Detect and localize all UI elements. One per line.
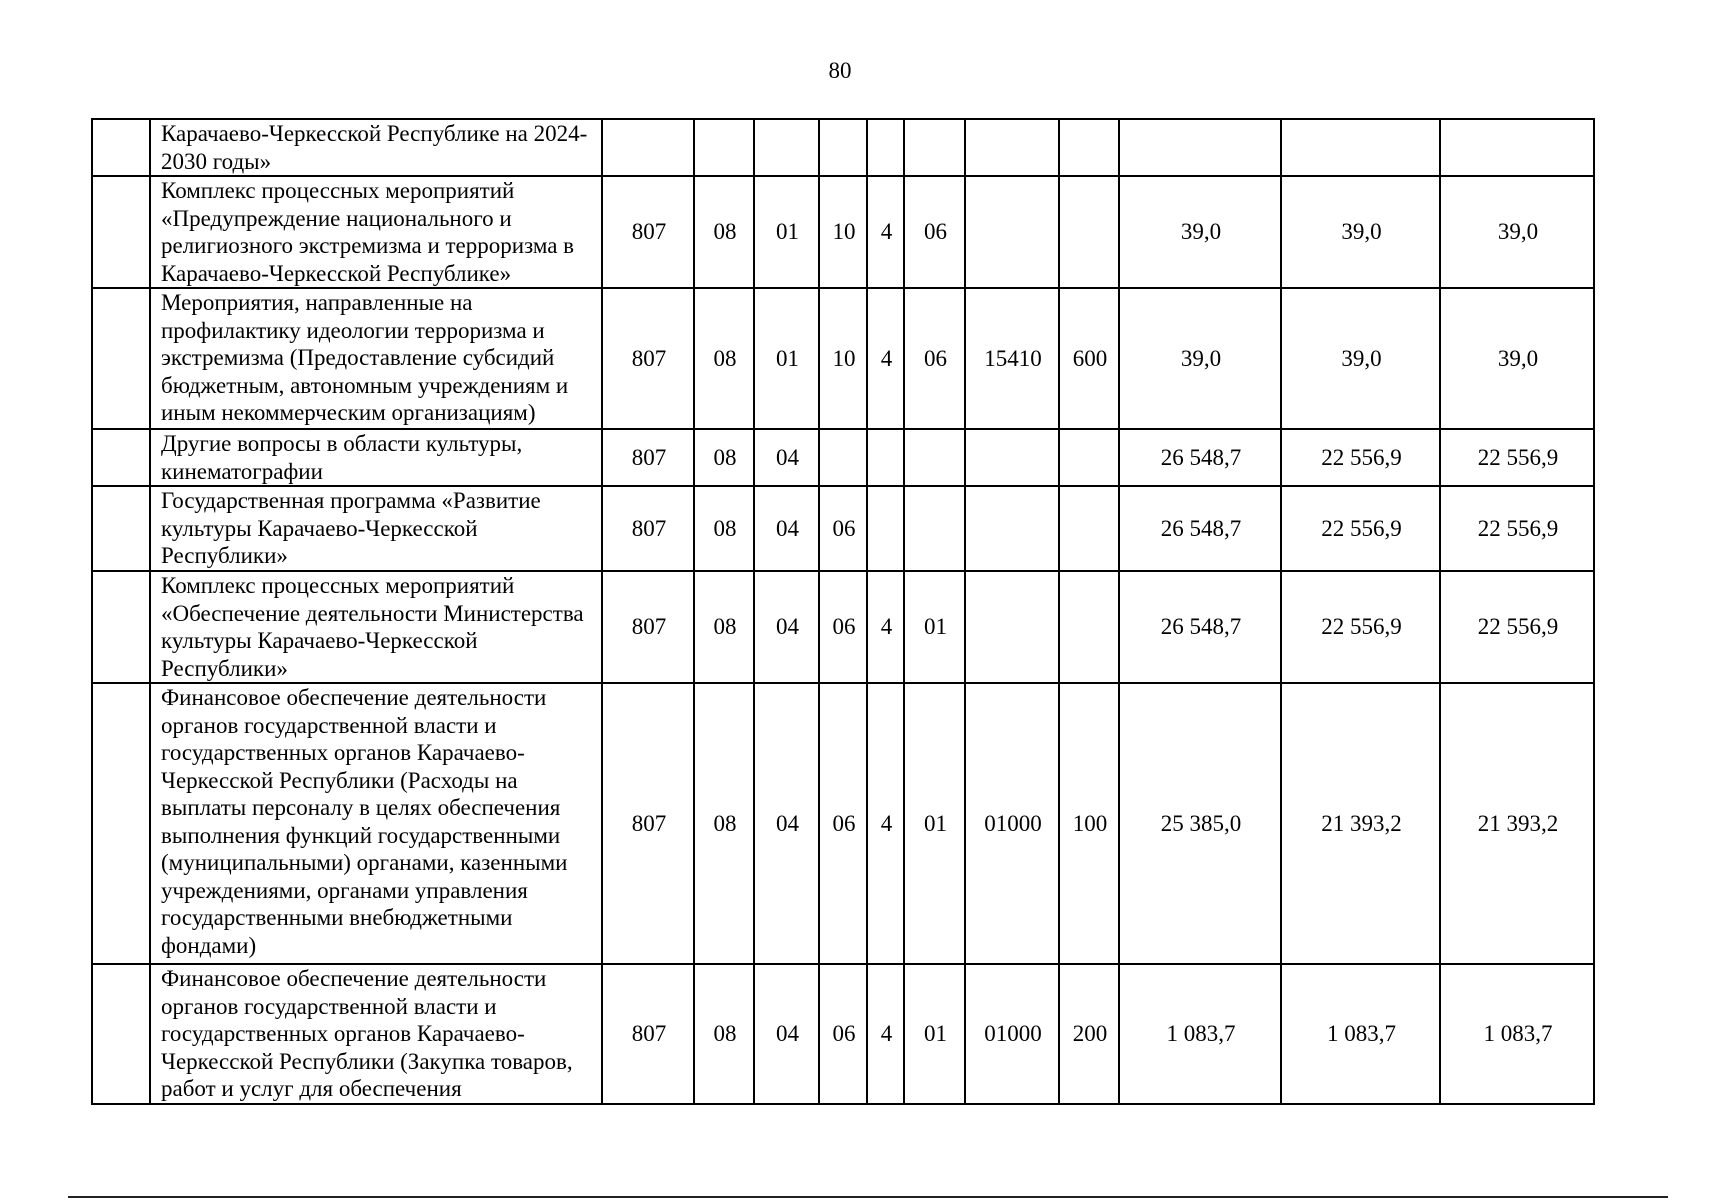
cell-c8: 100 [1059,683,1119,964]
cell-amount-2: 1 083,7 [1281,964,1440,1104]
cell-amount-1: 1 083,7 [1119,964,1281,1104]
cell-amount-1: 39,0 [1119,288,1281,429]
row-blank-cell [92,683,150,964]
cell-amount-3: 39,0 [1440,176,1594,288]
cell-amount-3: 22 556,9 [1440,429,1594,486]
cell-amount-2: 39,0 [1281,176,1440,288]
cell-c3: 04 [754,429,819,486]
cell-c3: 04 [754,486,819,571]
cell-c2: 08 [694,429,754,486]
cell-c1: 807 [602,486,694,571]
cell-c4: 06 [819,486,867,571]
cell-c6: 06 [904,176,965,288]
cell-c4: 10 [819,176,867,288]
cell-amount-3: 21 393,2 [1440,683,1594,964]
cell-c6 [904,429,965,486]
cell-c3: 04 [754,571,819,683]
row-blank-cell [92,964,150,1104]
cell-amount-3: 39,0 [1440,288,1594,429]
cell-c8 [1059,119,1119,176]
budget-table [91,118,1595,1105]
cell-amount-3: 22 556,9 [1440,571,1594,683]
cell-c3: 01 [754,176,819,288]
cell-c6: 06 [904,288,965,429]
table-row [92,176,1594,288]
table-row [92,571,1594,683]
cell-c2: 08 [694,486,754,571]
cell-c4 [819,119,867,176]
cell-amount-2: 39,0 [1281,288,1440,429]
cell-c5: 4 [867,176,904,288]
cell-amount-2: 22 556,9 [1281,571,1440,683]
cell-c7 [965,176,1059,288]
cell-c2: 08 [694,176,754,288]
cell-c1: 807 [602,288,694,429]
cell-amount-3 [1440,119,1594,176]
cell-c2: 08 [694,964,754,1104]
cell-c6: 01 [904,964,965,1104]
cell-c3: 04 [754,683,819,964]
cell-c8: 600 [1059,288,1119,429]
cell-c5: 4 [867,288,904,429]
cell-c2: 08 [694,571,754,683]
cell-c8 [1059,429,1119,486]
page-number: 80 [828,58,852,83]
cell-amount-1: 39,0 [1119,176,1281,288]
cell-c1: 807 [602,964,694,1104]
cell-c5: 4 [867,964,904,1104]
cell-c4: 06 [819,683,867,964]
cell-amount-1: 26 548,7 [1119,429,1281,486]
cell-amount-3: 22 556,9 [1440,486,1594,571]
cell-c2: 08 [694,683,754,964]
cell-c6: 01 [904,683,965,964]
cell-c1: 807 [602,571,694,683]
row-blank-cell [92,119,150,176]
row-name: Государственная программа «Развитие культуры Карачаево-Черкесской Республики» [150,486,602,571]
cell-c1 [602,119,694,176]
row-name: Комплекс процессных мероприятий «Обеспечение деятельности Министерства культуры Карачаево-Черкесской Республики» [150,571,602,683]
table-row [92,964,1594,1104]
cell-c6: 01 [904,571,965,683]
cell-c7 [965,119,1059,176]
cell-amount-1 [1119,119,1281,176]
row-name: Другие вопросы в области культуры, кинематографии [150,429,602,486]
cell-amount-3: 1 083,7 [1440,964,1594,1104]
cell-c1: 807 [602,176,694,288]
cell-c8 [1059,486,1119,571]
cell-c7: 01000 [965,683,1059,964]
row-blank-cell [92,176,150,288]
row-blank-cell [92,429,150,486]
cell-c5 [867,486,904,571]
row-name: Комплекс процессных мероприятий «Предупреждение национального и религиозного экстремизма и терроризма в Карачаево-Черкесской Республике» [150,176,602,288]
cell-c3: 01 [754,288,819,429]
cell-amount-2: 21 393,2 [1281,683,1440,964]
cell-c2: 08 [694,288,754,429]
table-row [92,429,1594,486]
cell-c7: 01000 [965,964,1059,1104]
row-blank-cell [92,571,150,683]
cell-c7 [965,429,1059,486]
cell-c8 [1059,571,1119,683]
cell-c2 [694,119,754,176]
cell-amount-2 [1281,119,1440,176]
cell-c4: 06 [819,571,867,683]
cell-amount-2: 22 556,9 [1281,486,1440,571]
cell-amount-1: 25 385,0 [1119,683,1281,964]
row-name: Финансовое обеспечение деятельности органов государственной власти и государственных органов Карачаево-Черкесской Республики (Закупка товаров, работ и услуг для обеспечения [150,964,602,1104]
cell-c4 [819,429,867,486]
cell-c5 [867,119,904,176]
cell-c8: 200 [1059,964,1119,1104]
row-blank-cell [92,288,150,429]
cell-c4: 10 [819,288,867,429]
cell-c6 [904,486,965,571]
cell-amount-1: 26 548,7 [1119,486,1281,571]
cell-c6 [904,119,965,176]
table-row [92,288,1594,429]
cell-c3 [754,119,819,176]
row-name: Карачаево-Черкесской Республике на 2024-2030 годы» [150,119,602,176]
cell-amount-1: 26 548,7 [1119,571,1281,683]
cell-c7: 15410 [965,288,1059,429]
cell-c7 [965,571,1059,683]
table-row [92,119,1594,176]
cell-c7 [965,486,1059,571]
table-row [92,486,1594,571]
cell-c8 [1059,176,1119,288]
cell-c5: 4 [867,571,904,683]
table-row [92,683,1594,964]
cell-c5 [867,429,904,486]
row-blank-cell [92,486,150,571]
cell-c4: 06 [819,964,867,1104]
page-bottom-rule [68,1196,1668,1198]
cell-c1: 807 [602,429,694,486]
row-name: Мероприятия, направленные на профилактику идеологии терроризма и экстремизма (Предоставление субсидий бюджетным, автономным учреждениям и иным некоммерческим организациям) [150,288,602,429]
row-name: Финансовое обеспечение деятельности органов государственной власти и государственных органов Карачаево-Черкесской Республики (Расходы на выплаты персоналу в целях обеспечения выполнения функций государственными (муниципальными) органами, казенными учреждениями, органами управления государственными внебюджетными фондами) [150,683,602,964]
cell-c3: 04 [754,964,819,1104]
cell-c1: 807 [602,683,694,964]
cell-amount-2: 22 556,9 [1281,429,1440,486]
cell-c5: 4 [867,683,904,964]
